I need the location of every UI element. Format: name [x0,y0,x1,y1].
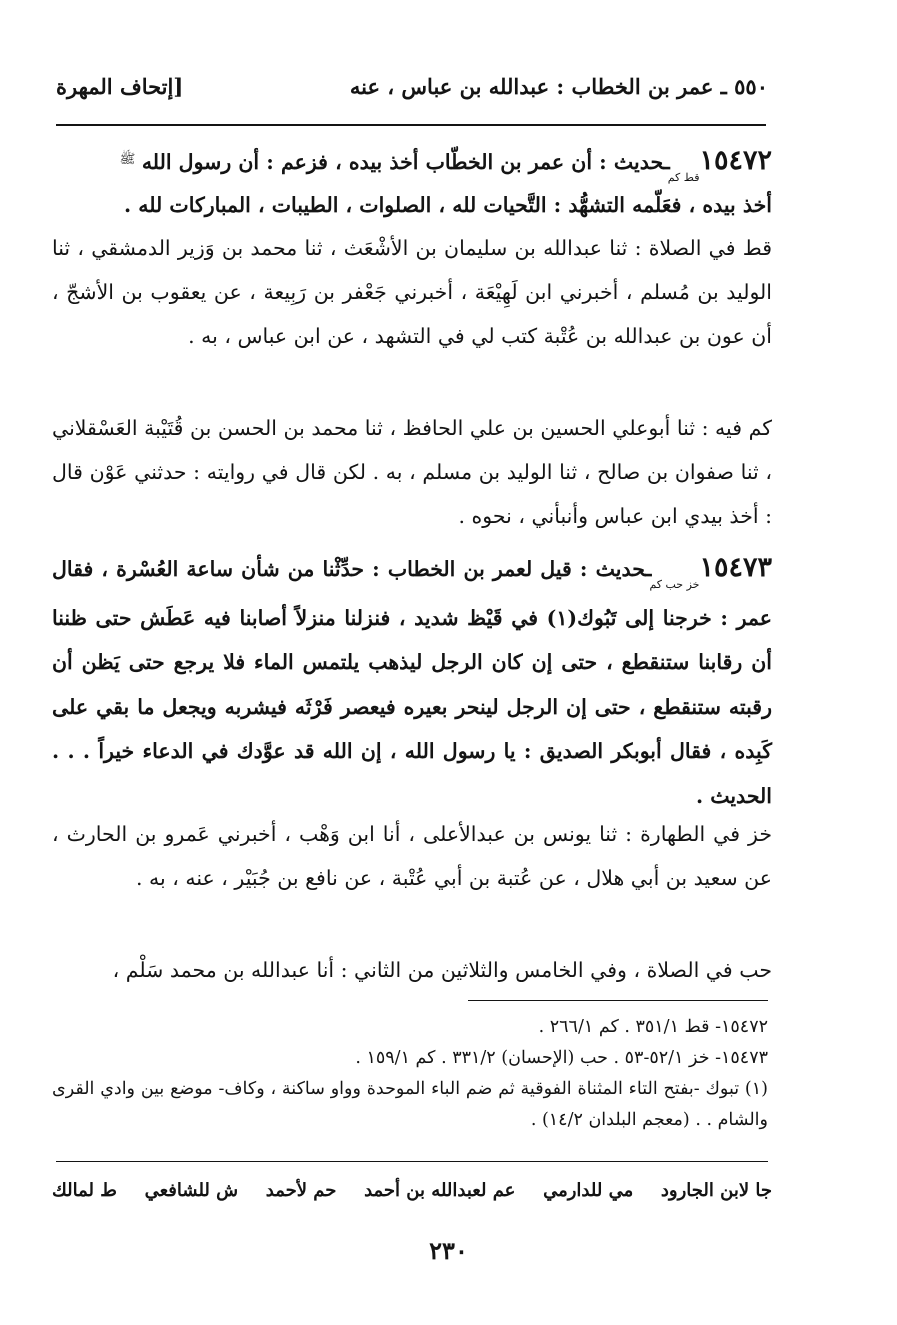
isnad-paragraph-2 [52,406,772,538]
paragraph-text: خز في الطهارة : ثنا يونس بن عبدالأعلى ، أنا ابن وَهْب ، أخبرني عَمرو بن الحارث ، عن سعيد بن أبي هلال ، عن عُتبة بن أبي عُتْبة ، عن نافع بن جُبَيْر ، عنه ، به . [52,822,772,890]
hadith-text-line2: أخذ بيده ، فعَلّمه التشهُّد : التَّحيات لله ، الصلوات ، الطيبات ، المباركات لله . [123,193,772,217]
salla-symbol: ﷺ [119,152,136,167]
footnote-15473: ١٥٤٧٣- خز ٥٢/١-٥٣ . حب (الإحسان) ٣٣١/٢ . كم ١٥٩/١ . [355,1048,768,1068]
page-number: ٢٣٠ [429,1236,468,1265]
footnote-rule [468,1000,768,1001]
header-chapter-title: ٥٥٠ ـ عمر بن الخطاب : عبدالله بن عباس ، عنه [349,74,768,99]
footnote-tabuk: (١) تبوك -بفتح التاء المثناة الفوقية ثم ضم الباء الموحدة وواو ساكنة ، وكاف- موضع بين وادي القرى والشام . . (معجم البلدان ١٤/٢) . [52,1079,768,1130]
header-book-title: [إتحاف المهرة [56,74,184,99]
source-codes: خز حب كم [649,578,700,591]
source-codes: قط كم [667,171,700,184]
hadith-number: ١٥٤٧٣ [699,552,772,583]
abbreviation-legend [52,1180,772,1210]
paragraph-text: حب في الصلاة ، وفي الخامس والثلاثين من الثاني : أنا عبدالله بن محمد سَلْم ، [112,958,772,982]
hadith-text-line1: ـحديث : أن عمر بن الخطّاب أخذ بيده ، فزعم : أن رسول الله [141,150,670,174]
footnotes [52,1012,768,1136]
legend-item: جا لابن الجارود [660,1180,772,1201]
isnad-paragraph-1 [52,226,772,358]
legend-item: ط لمالك [52,1180,117,1201]
hadith-15472 [52,138,772,227]
running-header [56,74,768,108]
isnad-paragraph-3 [52,812,772,900]
hadith-number: ١٥٤٧٢ [699,145,772,176]
paragraph-text: قط في الصلاة : ثنا عبدالله بن سليمان بن الأشْعَث ، ثنا محمد بن وَزير الدمشقي ، ثنا الوليد بن مُسلم ، أخبرني ابن لَهِيْعَة ، أخبرني جَعْفر بن رَبِيعة ، عن يعقوب بن الأشجّ ، أن عون بن عبدالله بن عُتْبة كتب لي في التشهد ، عن ابن عباس ، به . [52,236,772,348]
legend-item: حم لأحمد [265,1180,337,1201]
footnote-15472: ١٥٤٧٢- قط ٣٥١/١ . كم ٢٦٦/١ . [538,1017,768,1037]
paragraph-text: كم فيه : ثنا أبوعلي الحسين بن علي الحافظ ، ثنا محمد بن الحسن بن قُتَيْبة العَسْقلاني ، ثنا صفوان بن صالح ، ثنا الوليد بن مسلم ، به . لكن قال في روايته : حدثني عَوْن قال : أخذ بيدي ابن عباس وأنبأني ، نحوه . [52,416,772,528]
legend-rule [56,1161,768,1162]
legend-item: ش للشافعي [144,1180,239,1201]
isnad-paragraph-4 [52,948,772,992]
legend-item: مي للدارمي [543,1180,634,1201]
hadith-text: ـحديث : قيل لعمر بن الخطاب : حدِّثْنا من شأن ساعة العُسْرة ، فقال عمر : خرجنا إلى تَبُوك(١) في قَيْظ شديد ، فنزلنا منزلاً أصابنا فيه عَطَش حتى ظننا أن رقابنا ستنقطع ، حتى إن كان الرجل ليذهب يلتمس الماء فلا يرجع حتى يَظن أن رقبته ستنقطع ، حتى إن الرجل لينحر بعيره فيعصر فَرْثَه فيشربه ويجعل ما بقي على كَبِده ، فقال أبوبكر الصديق : يا رسول الله ، إن الله قد عوَّدك في الدعاء خيراً . . . الحديث . [52,557,772,808]
hadith-15473 [52,546,772,818]
header-rule [56,124,766,126]
legend-item: عم لعبدالله بن أحمد [364,1180,516,1201]
